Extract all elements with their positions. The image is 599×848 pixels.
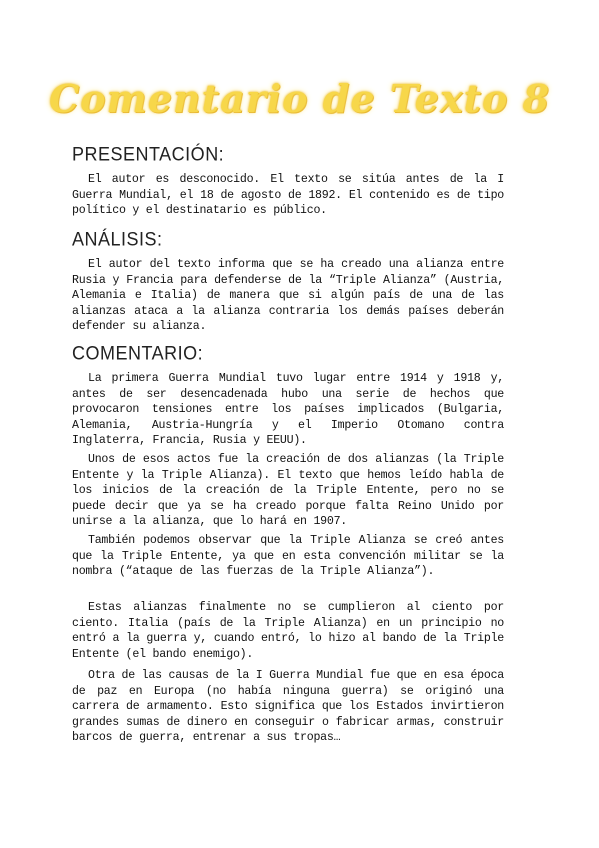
- paragraph-comentario-4: Estas alianzas finalmente no se cumplieron al ciento por ciento. Italia (país de la Triple Alianza) en un principio no entró a la guerra y, cuando entró, lo hizo al bando de la Triple Entente (el bando enemigo).: [72, 601, 504, 661]
- paragraph-comentario-5: Otra de las causas de la I Guerra Mundial fue que en esa época de paz en Europa (no había ninguna guerra) se originó una carrera de armamento. Esto significa que los Estados invirtieron grandes sumas de dinero en conseguir o fabricar armas, construir barcos de guerra, entrenar a sus tropas…: [72, 669, 504, 745]
- paragraph-comentario-2: Unos de esos actos fue la creación de dos alianzas (la Triple Entente y la Triple Alianza). El texto que hemos leído habla de los inicios de la creación de la Triple Entente, pero no se puede decir que ya se ha creado porque falta Reino Unido por unirse a la alianza, que lo hará en 1907.: [72, 453, 504, 529]
- paragraph-presentacion: El autor es desconocido. El texto se sitúa antes de la I Guerra Mundial, el 18 de agosto de 1892. El contenido es de tipo político y el destinatario es público.: [72, 173, 504, 218]
- heading-analisis: ANÁLISIS:: [72, 228, 163, 250]
- page-title: Comentario de Texto 8: [48, 76, 551, 121]
- heading-comentario: COMENTARIO:: [72, 342, 204, 364]
- paragraph-analisis: El autor del texto informa que se ha creado una alianza entre Rusia y Francia para defenderse de la “Triple Alianza” (Austria, Alemania e Italia) de manera que si algún país de una de las alianzas ataca a la alianza contraria los demás países deberán defender su alianza.: [72, 258, 504, 334]
- paragraph-comentario-3: También podemos observar que la Triple Alianza se creó antes que la Triple Entente, ya que en esta convención militar se la nombra (“ataque de las fuerzas de la Triple Alianza”).: [72, 534, 504, 579]
- paragraph-comentario-1: La primera Guerra Mundial tuvo lugar entre 1914 y 1918 y, antes de ser desencadenada hubo una serie de hechos que provocaron tensiones entre los países implicados (Bulgaria, Alemania, Austria-Hungría y el Imperio Otomano contra Inglaterra, Francia, Rusia y EEUU).: [72, 372, 504, 448]
- heading-presentacion: PRESENTACIÓN:: [72, 143, 225, 165]
